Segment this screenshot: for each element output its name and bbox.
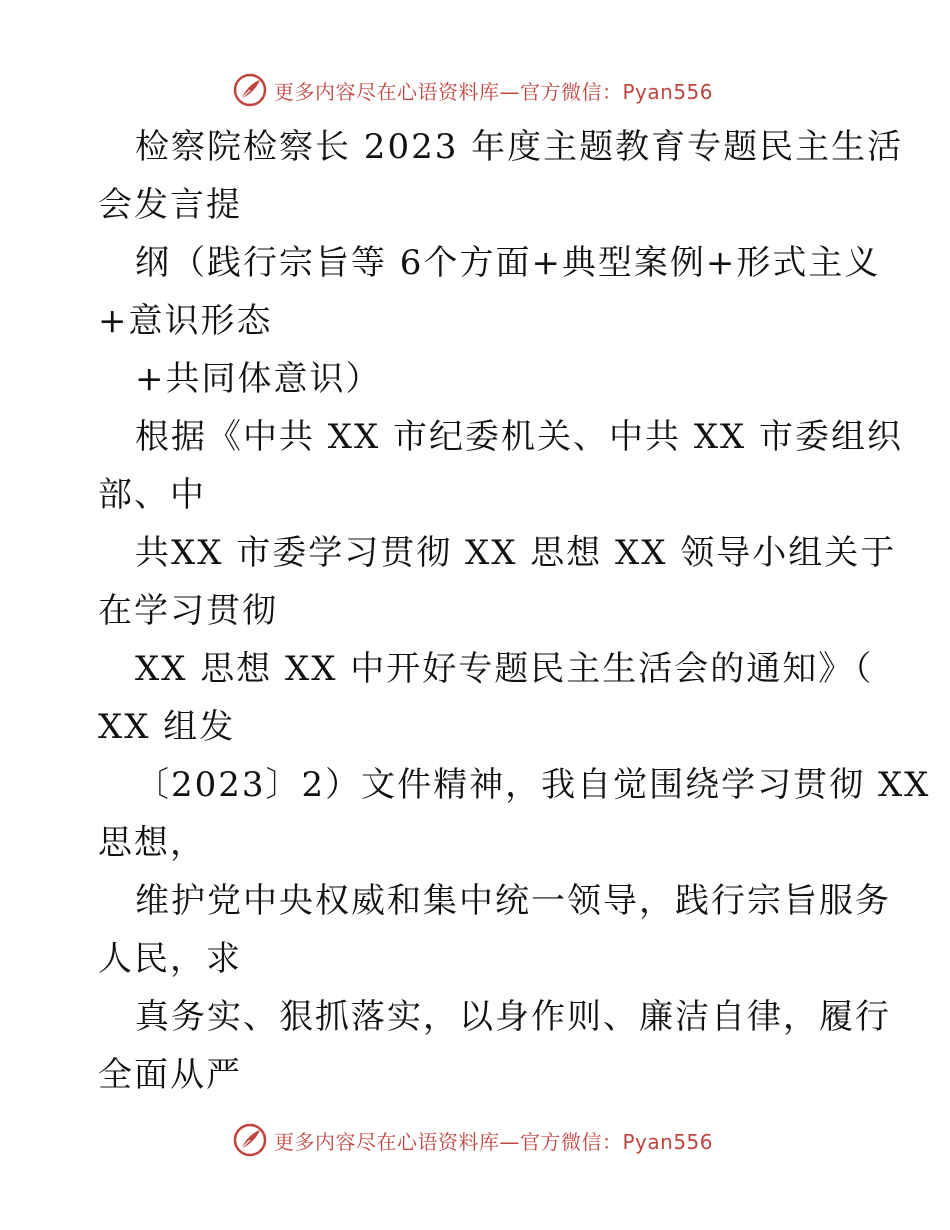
document-line: 纲（践行宗旨等 6个方面+典型案例+形式主义 bbox=[135, 243, 881, 283]
document-line: +意识形态 bbox=[98, 301, 273, 341]
document-line: XX 组发 bbox=[98, 707, 236, 747]
feather-pen-logo-icon bbox=[232, 72, 268, 108]
document-line: 〔2023〕2）文件精神，我自觉围绕学习贯彻 XX bbox=[135, 765, 931, 805]
document-line: 全面从严 bbox=[98, 1055, 242, 1095]
watermark-text: 更多内容尽在心语资料库—官方微信：Pyan556 bbox=[274, 1129, 714, 1154]
document-line: 共XX 市委学习贯彻 XX 思想 XX 领导小组关于 bbox=[135, 533, 897, 573]
document-line: 真务实、狠抓落实，以身作则、廉洁自律，履行 bbox=[135, 997, 891, 1037]
document-line: XX 思想 XX 中开好专题民主生活会的通知》（ bbox=[135, 649, 874, 689]
feather-pen-logo-icon bbox=[232, 1122, 268, 1158]
document-line: 维护党中央权威和集中统一领导，践行宗旨服务 bbox=[135, 881, 891, 921]
document-line: 会发言提 bbox=[98, 185, 242, 225]
document-line: 在学习贯彻 bbox=[98, 591, 278, 631]
footer-watermark bbox=[232, 1120, 713, 1160]
document-body bbox=[98, 118, 931, 1104]
watermark-text: 更多内容尽在心语资料库—官方微信：Pyan556 bbox=[274, 79, 714, 104]
document-line: +共同体意识） bbox=[135, 359, 382, 399]
header-watermark bbox=[232, 70, 713, 110]
document-line: 人民，求 bbox=[98, 939, 242, 979]
document-line: 根据《中共 XX 市纪委机关、中共 XX 市委组织 bbox=[135, 417, 904, 457]
document-line: 思想， bbox=[98, 823, 206, 863]
document-line: 检察院检察长 2023 年度主题教育专题民主生活 bbox=[135, 127, 904, 167]
document-line: 部、中 bbox=[98, 475, 206, 515]
